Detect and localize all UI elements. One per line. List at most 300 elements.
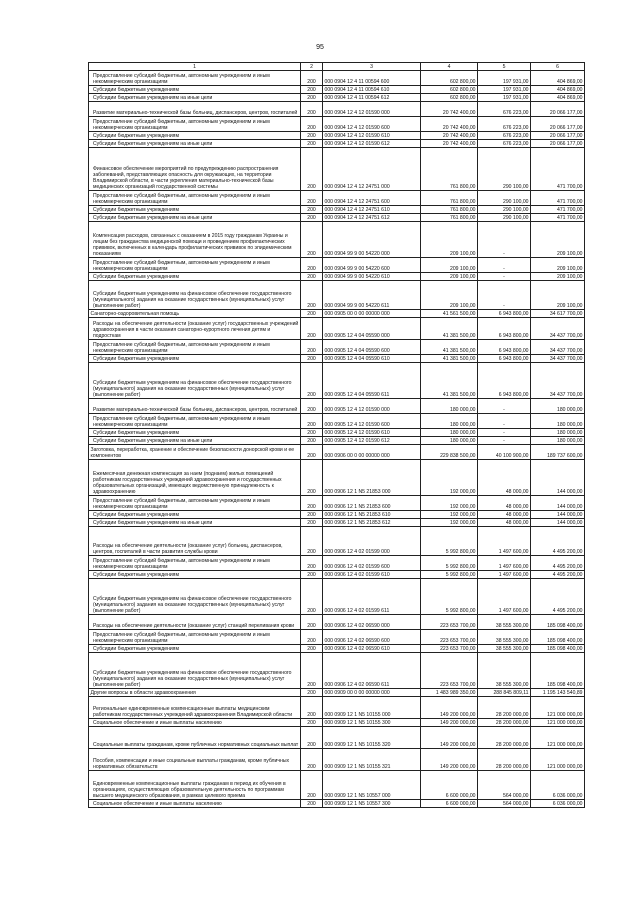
cell-name: Субсидии бюджетным учреждениям на иные цели xyxy=(89,437,301,445)
cell-classification-code: 000 0906 12 4 02 06590 000 xyxy=(323,615,421,630)
cell-classification-code: 000 0909 00 0 00 00000 000 xyxy=(323,689,421,697)
cell-value-col5: 1 497 600,00 xyxy=(478,556,531,571)
cell-classification-code: 000 0904 12 4 12 01590 600 xyxy=(323,117,421,132)
cell-value-col5: 197 931,00 xyxy=(478,86,531,94)
table-row xyxy=(89,363,585,399)
table-row xyxy=(89,310,585,318)
cell-name: Региональные единовременные компенсационные выплаты медицинским работникам государственных учреждений здравоохранения Владимирской области xyxy=(89,697,301,719)
cell-value-col5: 290 100,00 xyxy=(478,191,531,206)
cell-value-col4: 209 100,00 xyxy=(421,222,478,258)
cell-admin-code: 200 xyxy=(301,414,323,429)
cell-value-col5: 564 000,00 xyxy=(478,800,531,808)
cell-admin-code: 200 xyxy=(301,556,323,571)
cell-admin-code: 200 xyxy=(301,206,323,214)
cell-value-col4: 180 000,00 xyxy=(421,399,478,414)
cell-admin-code: 200 xyxy=(301,429,323,437)
table-row xyxy=(89,615,585,630)
cell-value-col4: 209 100,00 xyxy=(421,258,478,273)
cell-name: Субсидии бюджетным учреждениям на финансовое обеспечение государственного (муниципального) задания на оказание государственных (муниципальных) услуг (выполнение работ) xyxy=(89,363,301,399)
table-row xyxy=(89,800,585,808)
header-col-3: 3 xyxy=(323,63,421,71)
cell-admin-code: 200 xyxy=(301,460,323,496)
cell-classification-code: 000 0905 12 4 12 01590 000 xyxy=(323,399,421,414)
cell-name: Предоставление субсидий бюджетным, автономным учреждениям и иным некоммерческим организациям xyxy=(89,556,301,571)
header-col-2: 2 xyxy=(301,63,323,71)
cell-name: Развитие материально-технической базы больниц, диспансеров, центров, госпиталей xyxy=(89,102,301,117)
cell-name: Единовременные компенсационные выплаты гражданам в период их обучения в организациях, осуществляющих образовательную деятельность по программам высшего медицинского образования, в рамках целевого приема xyxy=(89,771,301,800)
cell-admin-code: 200 xyxy=(301,615,323,630)
cell-admin-code: 200 xyxy=(301,281,323,310)
cell-name: Предоставление субсидий бюджетным, автономным учреждениям и иным некоммерческим организациям xyxy=(89,630,301,645)
cell-value-col5: 676 223,00 xyxy=(478,132,531,140)
cell-value-col5: 676 223,00 xyxy=(478,117,531,132)
table-row xyxy=(89,102,585,117)
table-row xyxy=(89,258,585,273)
cell-value-col5: 564 000,00 xyxy=(478,771,531,800)
cell-value-col5: - xyxy=(478,414,531,429)
cell-admin-code: 200 xyxy=(301,496,323,511)
cell-value-col4: 20 742 400,00 xyxy=(421,140,478,148)
cell-value-col4: 149 200 000,00 xyxy=(421,727,478,749)
table-row xyxy=(89,630,585,645)
cell-value-col5: - xyxy=(478,281,531,310)
cell-value-col4: 209 100,00 xyxy=(421,281,478,310)
cell-classification-code: 000 0904 12 4 12 24751 600 xyxy=(323,191,421,206)
table-row xyxy=(89,727,585,749)
cell-name: Предоставление субсидий бюджетным, автономным учреждениям и иным некоммерческим организациям xyxy=(89,258,301,273)
cell-name: Пособия, компенсации и иные социальные выплаты гражданам, кроме публичных нормативных обязательств xyxy=(89,749,301,771)
cell-value-col4: 602 800,00 xyxy=(421,86,478,94)
cell-classification-code: 000 0904 99 9 00 54220 610 xyxy=(323,273,421,281)
cell-admin-code: 200 xyxy=(301,273,323,281)
cell-name: Социальное обеспечение и иные выплаты населению xyxy=(89,800,301,808)
cell-name: Предоставление субсидий бюджетным, автономным учреждениям и иным некоммерческим организациям xyxy=(89,71,301,86)
cell-value-col6: 20 066 177,00 xyxy=(531,140,585,148)
cell-value-col6: 180 000,00 xyxy=(531,429,585,437)
cell-value-col4: 602 800,00 xyxy=(421,94,478,102)
cell-value-col4: 192 000,00 xyxy=(421,460,478,496)
cell-value-col4: 41 561 500,00 xyxy=(421,310,478,318)
cell-classification-code: 000 0909 12 1 N5 10155 321 xyxy=(323,749,421,771)
cell-value-col4: 761 800,00 xyxy=(421,214,478,222)
cell-name: Социальные выплаты гражданам, кроме публичных нормативных социальных выплат xyxy=(89,727,301,749)
table-row xyxy=(89,117,585,132)
cell-value-col4: 602 800,00 xyxy=(421,71,478,86)
cell-classification-code: 000 0904 12 4 11 00594 610 xyxy=(323,86,421,94)
cell-name: Расходы на обеспечение деятельности (оказание услуг) государственных учреждений здравоохранения в части оказания санаторно-курортного лечения детям и подросткам xyxy=(89,318,301,340)
table-row xyxy=(89,511,585,519)
cell-admin-code: 200 xyxy=(301,310,323,318)
cell-classification-code: 000 0904 99 9 00 54220 000 xyxy=(323,222,421,258)
cell-value-col5: 38 555 300,00 xyxy=(478,615,531,630)
cell-value-col5: 38 555 300,00 xyxy=(478,653,531,689)
table-row xyxy=(89,86,585,94)
cell-admin-code: 200 xyxy=(301,727,323,749)
table-row xyxy=(89,496,585,511)
cell-name: Финансовое обеспечение мероприятий по предупреждению распространения заболеваний, представляющих опасность для окружающих, на территории Владимирской области, в части укрепления материально-технической базы медицинских организаций государственной системы xyxy=(89,148,301,191)
cell-admin-code: 200 xyxy=(301,527,323,556)
cell-classification-code: 000 0905 12 4 12 01590 600 xyxy=(323,414,421,429)
cell-value-col6: 404 869,00 xyxy=(531,94,585,102)
cell-value-col4: 180 000,00 xyxy=(421,429,478,437)
cell-classification-code: 000 0904 12 4 11 00594 600 xyxy=(323,71,421,86)
cell-admin-code: 200 xyxy=(301,630,323,645)
cell-value-col6: 471 700,00 xyxy=(531,191,585,206)
cell-admin-code: 200 xyxy=(301,94,323,102)
cell-value-col6: 209 100,00 xyxy=(531,281,585,310)
cell-value-col6: 471 700,00 xyxy=(531,148,585,191)
cell-name: Предоставление субсидий бюджетным, автономным учреждениям и иным некоммерческим организациям xyxy=(89,496,301,511)
cell-value-col5: 1 497 600,00 xyxy=(478,579,531,615)
cell-value-col5: 28 200 000,00 xyxy=(478,697,531,719)
cell-value-col5: 6 943 800,00 xyxy=(478,310,531,318)
table-row xyxy=(89,281,585,310)
cell-value-col4: 1 483 989 350,00 xyxy=(421,689,478,697)
cell-classification-code: 000 0905 12 4 12 01590 612 xyxy=(323,437,421,445)
table-row xyxy=(89,437,585,445)
cell-classification-code: 000 0906 12 4 02 01599 000 xyxy=(323,527,421,556)
cell-value-col6: 34 437 700,00 xyxy=(531,318,585,340)
table-row xyxy=(89,340,585,355)
cell-classification-code: 000 0906 12 4 02 01599 610 xyxy=(323,571,421,579)
cell-classification-code: 000 0904 99 9 00 54220 611 xyxy=(323,281,421,310)
cell-name: Предоставление субсидий бюджетным, автономным учреждениям и иным некоммерческим организациям xyxy=(89,117,301,132)
cell-classification-code: 000 0905 12 4 12 01590 610 xyxy=(323,429,421,437)
cell-value-col4: 180 000,00 xyxy=(421,437,478,445)
table-body xyxy=(89,71,585,808)
cell-value-col4: 229 838 500,00 xyxy=(421,445,478,460)
cell-value-col6: 6 036 000,00 xyxy=(531,771,585,800)
cell-value-col6: 20 066 177,00 xyxy=(531,117,585,132)
cell-admin-code: 200 xyxy=(301,148,323,191)
cell-classification-code: 000 0905 00 0 00 00000 000 xyxy=(323,310,421,318)
cell-name: Субсидии бюджетным учреждениям xyxy=(89,355,301,363)
cell-value-col6: 471 700,00 xyxy=(531,214,585,222)
table-row xyxy=(89,429,585,437)
cell-name: Заготовка, переработка, хранение и обеспечение безопасности донорской крови и ее компонентов xyxy=(89,445,301,460)
cell-classification-code: 000 0904 12 4 12 24751 612 xyxy=(323,214,421,222)
cell-value-col5: 197 931,00 xyxy=(478,94,531,102)
cell-admin-code: 200 xyxy=(301,689,323,697)
cell-classification-code: 000 0906 00 0 00 00000 000 xyxy=(323,445,421,460)
cell-value-col5: 38 555 300,00 xyxy=(478,645,531,653)
cell-value-col6: 144 000,00 xyxy=(531,511,585,519)
table-row xyxy=(89,132,585,140)
cell-value-col4: 149 200 000,00 xyxy=(421,697,478,719)
cell-value-col4: 223 653 700,00 xyxy=(421,615,478,630)
cell-value-col6: 121 000 000,00 xyxy=(531,697,585,719)
cell-value-col4: 149 200 000,00 xyxy=(421,719,478,727)
cell-value-col5: 288 845 809,11 xyxy=(478,689,531,697)
cell-admin-code: 200 xyxy=(301,519,323,527)
cell-admin-code: 200 xyxy=(301,191,323,206)
table-row xyxy=(89,689,585,697)
cell-value-col6: 4 495 200,00 xyxy=(531,579,585,615)
cell-value-col4: 761 800,00 xyxy=(421,206,478,214)
cell-value-col6: 185 098 400,00 xyxy=(531,615,585,630)
cell-classification-code: 000 0905 12 4 04 05590 600 xyxy=(323,340,421,355)
cell-name: Предоставление субсидий бюджетным, автономным учреждениям и иным некоммерческим организациям xyxy=(89,191,301,206)
cell-classification-code: 000 0906 12 1 N5 21853 000 xyxy=(323,460,421,496)
cell-value-col5: - xyxy=(478,258,531,273)
table-row xyxy=(89,273,585,281)
cell-admin-code: 200 xyxy=(301,363,323,399)
table-row xyxy=(89,771,585,800)
cell-classification-code: 000 0906 12 4 02 01599 600 xyxy=(323,556,421,571)
cell-value-col5: 40 100 900,00 xyxy=(478,445,531,460)
cell-classification-code: 000 0906 12 1 N5 21853 612 xyxy=(323,519,421,527)
cell-value-col4: 5 992 800,00 xyxy=(421,571,478,579)
table-row xyxy=(89,697,585,719)
cell-value-col6: 121 000 000,00 xyxy=(531,727,585,749)
cell-admin-code: 200 xyxy=(301,800,323,808)
table-row xyxy=(89,445,585,460)
cell-value-col5: 48 000,00 xyxy=(478,496,531,511)
cell-value-col6: 4 495 200,00 xyxy=(531,556,585,571)
cell-name: Компенсация расходов, связанных с оказанием в 2015 году гражданам Украины и лицам без гражданства медицинской помощи и проведением профилактических прививок, включенных в календарь профилактических прививок по эпидемическим показаниям xyxy=(89,222,301,258)
cell-classification-code: 000 0906 12 1 N5 21853 610 xyxy=(323,511,421,519)
cell-value-col6: 6 036 000,00 xyxy=(531,800,585,808)
table-header-row xyxy=(89,63,585,71)
cell-value-col6: 121 000 000,00 xyxy=(531,749,585,771)
cell-admin-code: 200 xyxy=(301,258,323,273)
header-col-1: 1 xyxy=(89,63,301,71)
cell-admin-code: 200 xyxy=(301,140,323,148)
cell-name: Субсидии бюджетным учреждениям xyxy=(89,645,301,653)
table-row xyxy=(89,579,585,615)
cell-value-col6: 185 098 400,00 xyxy=(531,630,585,645)
cell-value-col4: 41 381 500,00 xyxy=(421,318,478,340)
cell-name: Субсидии бюджетным учреждениям xyxy=(89,206,301,214)
cell-value-col6: 185 098 400,00 xyxy=(531,645,585,653)
header-col-4: 4 xyxy=(421,63,478,71)
cell-value-col5: - xyxy=(478,273,531,281)
cell-classification-code: 000 0906 12 4 02 06590 610 xyxy=(323,645,421,653)
cell-classification-code: 000 0909 12 1 N5 10155 320 xyxy=(323,727,421,749)
cell-value-col6: 180 000,00 xyxy=(531,414,585,429)
cell-name: Ежемесячная денежная компенсация за наем (поднаем) жилых помещений работникам государственных учреждений здравоохранения и государственных образовательных организаций, имеющих ведомственную принадлежность к здравоохранению xyxy=(89,460,301,496)
cell-value-col4: 20 742 400,00 xyxy=(421,102,478,117)
cell-value-col6: 144 000,00 xyxy=(531,519,585,527)
table-row xyxy=(89,148,585,191)
cell-value-col5: 290 100,00 xyxy=(478,206,531,214)
cell-value-col5: - xyxy=(478,222,531,258)
cell-value-col4: 41 381 500,00 xyxy=(421,355,478,363)
cell-value-col4: 41 381 500,00 xyxy=(421,340,478,355)
cell-value-col5: 48 000,00 xyxy=(478,460,531,496)
cell-classification-code: 000 0904 12 4 12 01590 612 xyxy=(323,140,421,148)
table-row xyxy=(89,519,585,527)
cell-classification-code: 000 0909 12 1 N5 10557 000 xyxy=(323,771,421,800)
cell-name: Субсидии бюджетным учреждениям xyxy=(89,511,301,519)
table-row xyxy=(89,191,585,206)
cell-name: Субсидии бюджетным учреждениям xyxy=(89,571,301,579)
cell-value-col4: 761 800,00 xyxy=(421,191,478,206)
table-row xyxy=(89,460,585,496)
cell-value-col5: 6 943 800,00 xyxy=(478,340,531,355)
cell-value-col6: 180 000,00 xyxy=(531,399,585,414)
cell-value-col5: - xyxy=(478,429,531,437)
cell-name: Субсидии бюджетным учреждениям на финансовое обеспечение государственного (муниципального) задания на оказание государственных (муниципальных) услуг (выполнение работ) xyxy=(89,281,301,310)
cell-admin-code: 200 xyxy=(301,71,323,86)
cell-admin-code: 200 xyxy=(301,749,323,771)
table-row xyxy=(89,71,585,86)
cell-value-col5: 676 223,00 xyxy=(478,102,531,117)
cell-value-col5: 48 000,00 xyxy=(478,511,531,519)
cell-value-col5: 1 497 600,00 xyxy=(478,571,531,579)
cell-value-col5: 290 100,00 xyxy=(478,214,531,222)
cell-value-col5: 197 931,00 xyxy=(478,71,531,86)
cell-value-col5: 6 943 800,00 xyxy=(478,318,531,340)
table-row xyxy=(89,556,585,571)
cell-value-col6: 404 869,00 xyxy=(531,71,585,86)
cell-name: Субсидии бюджетным учреждениям xyxy=(89,86,301,94)
cell-admin-code: 200 xyxy=(301,117,323,132)
cell-admin-code: 200 xyxy=(301,645,323,653)
cell-name: Другие вопросы в области здравоохранения xyxy=(89,689,301,697)
cell-value-col6: 121 000 000,00 xyxy=(531,719,585,727)
cell-name: Субсидии бюджетным учреждениям на иные цели xyxy=(89,140,301,148)
cell-classification-code: 000 0909 12 1 N5 10155 300 xyxy=(323,719,421,727)
cell-classification-code: 000 0909 12 1 N5 10557 300 xyxy=(323,800,421,808)
cell-value-col4: 5 992 800,00 xyxy=(421,527,478,556)
cell-classification-code: 000 0906 12 4 02 06590 600 xyxy=(323,630,421,645)
cell-admin-code: 200 xyxy=(301,340,323,355)
table-row xyxy=(89,94,585,102)
cell-classification-code: 000 0904 12 4 12 24751 610 xyxy=(323,206,421,214)
cell-classification-code: 000 0906 12 4 02 01599 611 xyxy=(323,579,421,615)
cell-classification-code: 000 0904 12 4 12 01590 000 xyxy=(323,102,421,117)
cell-classification-code: 000 0906 12 4 02 06590 611 xyxy=(323,653,421,689)
cell-value-col5: 38 555 300,00 xyxy=(478,630,531,645)
cell-name: Субсидии бюджетным учреждениям на иные цели xyxy=(89,519,301,527)
cell-value-col4: 41 381 500,00 xyxy=(421,363,478,399)
cell-value-col6: 209 100,00 xyxy=(531,222,585,258)
cell-value-col6: 209 100,00 xyxy=(531,273,585,281)
cell-name: Расходы на обеспечение деятельности (оказание услуг) больниц, диспансеров, центров, госпиталей в части развития службы крови xyxy=(89,527,301,556)
table-row xyxy=(89,399,585,414)
cell-value-col4: 209 100,00 xyxy=(421,273,478,281)
cell-name: Санаторно-оздоровительная помощь xyxy=(89,310,301,318)
header-col-6: 6 xyxy=(531,63,585,71)
cell-value-col5: 28 200 000,00 xyxy=(478,719,531,727)
cell-value-col5: 290 100,00 xyxy=(478,148,531,191)
cell-admin-code: 200 xyxy=(301,771,323,800)
cell-admin-code: 200 xyxy=(301,437,323,445)
cell-name: Расходы на обеспечение деятельности (оказание услуг) станций переливания крови xyxy=(89,615,301,630)
table-row xyxy=(89,414,585,429)
cell-value-col5: 676 223,00 xyxy=(478,140,531,148)
table-row xyxy=(89,140,585,148)
table-row xyxy=(89,318,585,340)
cell-classification-code: 000 0904 12 4 11 00594 612 xyxy=(323,94,421,102)
cell-name: Субсидии бюджетным учреждениям xyxy=(89,429,301,437)
cell-value-col6: 144 000,00 xyxy=(531,460,585,496)
cell-value-col6: 185 098 400,00 xyxy=(531,653,585,689)
cell-value-col6: 34 437 700,00 xyxy=(531,340,585,355)
cell-classification-code: 000 0905 12 4 04 05590 610 xyxy=(323,355,421,363)
cell-value-col6: 34 617 700,00 xyxy=(531,310,585,318)
cell-value-col4: 192 000,00 xyxy=(421,496,478,511)
cell-value-col6: 34 437 700,00 xyxy=(531,363,585,399)
cell-admin-code: 200 xyxy=(301,445,323,460)
cell-value-col6: 4 495 200,00 xyxy=(531,571,585,579)
cell-admin-code: 200 xyxy=(301,355,323,363)
cell-value-col6: 189 737 600,00 xyxy=(531,445,585,460)
table-row xyxy=(89,355,585,363)
cell-value-col5: 6 943 800,00 xyxy=(478,363,531,399)
cell-value-col4: 20 742 400,00 xyxy=(421,132,478,140)
cell-value-col6: 4 495 200,00 xyxy=(531,527,585,556)
cell-value-col5: 48 000,00 xyxy=(478,519,531,527)
cell-admin-code: 200 xyxy=(301,511,323,519)
table-row xyxy=(89,653,585,689)
cell-admin-code: 200 xyxy=(301,719,323,727)
cell-value-col4: 192 000,00 xyxy=(421,511,478,519)
cell-admin-code: 200 xyxy=(301,399,323,414)
cell-name: Субсидии бюджетным учреждениям на иные цели xyxy=(89,94,301,102)
cell-admin-code: 200 xyxy=(301,653,323,689)
table-row xyxy=(89,214,585,222)
cell-classification-code: 000 0904 99 9 00 54220 600 xyxy=(323,258,421,273)
cell-value-col4: 223 653 700,00 xyxy=(421,630,478,645)
cell-value-col4: 223 653 700,00 xyxy=(421,653,478,689)
cell-value-col4: 180 000,00 xyxy=(421,414,478,429)
table-row xyxy=(89,645,585,653)
cell-admin-code: 200 xyxy=(301,214,323,222)
cell-classification-code: 000 0906 12 1 N5 21853 600 xyxy=(323,496,421,511)
cell-name: Развитие материально-технической базы больниц, диспансеров, центров, госпиталей xyxy=(89,399,301,414)
cell-value-col6: 404 869,00 xyxy=(531,86,585,94)
cell-admin-code: 200 xyxy=(301,102,323,117)
cell-value-col4: 5 992 800,00 xyxy=(421,556,478,571)
cell-value-col4: 6 600 000,00 xyxy=(421,800,478,808)
cell-admin-code: 200 xyxy=(301,697,323,719)
cell-value-col4: 192 000,00 xyxy=(421,519,478,527)
cell-value-col4: 20 742 400,00 xyxy=(421,117,478,132)
cell-name: Субсидии бюджетным учреждениям на финансовое обеспечение государственного (муниципального) задания на оказание государственных (муниципальных) услуг (выполнение работ) xyxy=(89,579,301,615)
cell-classification-code: 000 0904 12 4 12 01590 610 xyxy=(323,132,421,140)
cell-value-col6: 20 066 177,00 xyxy=(531,132,585,140)
cell-value-col6: 1 195 143 540,89 xyxy=(531,689,585,697)
cell-value-col5: - xyxy=(478,399,531,414)
cell-name: Социальное обеспечение и иные выплаты населению xyxy=(89,719,301,727)
table-row xyxy=(89,571,585,579)
cell-value-col6: 180 000,00 xyxy=(531,437,585,445)
cell-value-col5: - xyxy=(478,437,531,445)
cell-value-col6: 34 437 700,00 xyxy=(531,355,585,363)
cell-value-col6: 20 066 177,00 xyxy=(531,102,585,117)
cell-name: Субсидии бюджетным учреждениям на иные цели xyxy=(89,214,301,222)
cell-value-col6: 471 700,00 xyxy=(531,206,585,214)
cell-admin-code: 200 xyxy=(301,132,323,140)
cell-admin-code: 200 xyxy=(301,86,323,94)
header-col-5: 5 xyxy=(478,63,531,71)
cell-admin-code: 200 xyxy=(301,318,323,340)
cell-classification-code: 000 0905 12 4 04 05590 611 xyxy=(323,363,421,399)
cell-name: Субсидии бюджетным учреждениям xyxy=(89,273,301,281)
cell-admin-code: 200 xyxy=(301,222,323,258)
cell-value-col4: 149 200 000,00 xyxy=(421,749,478,771)
cell-value-col4: 5 992 800,00 xyxy=(421,579,478,615)
cell-classification-code: 000 0909 12 1 N5 10155 000 xyxy=(323,697,421,719)
cell-value-col5: 1 497 600,00 xyxy=(478,527,531,556)
cell-value-col6: 144 000,00 xyxy=(531,496,585,511)
cell-classification-code: 000 0904 12 4 12 24751 000 xyxy=(323,148,421,191)
cell-name: Предоставление субсидий бюджетным, автономным учреждениям и иным некоммерческим организациям xyxy=(89,340,301,355)
table-row xyxy=(89,222,585,258)
cell-value-col5: 28 200 000,00 xyxy=(478,727,531,749)
